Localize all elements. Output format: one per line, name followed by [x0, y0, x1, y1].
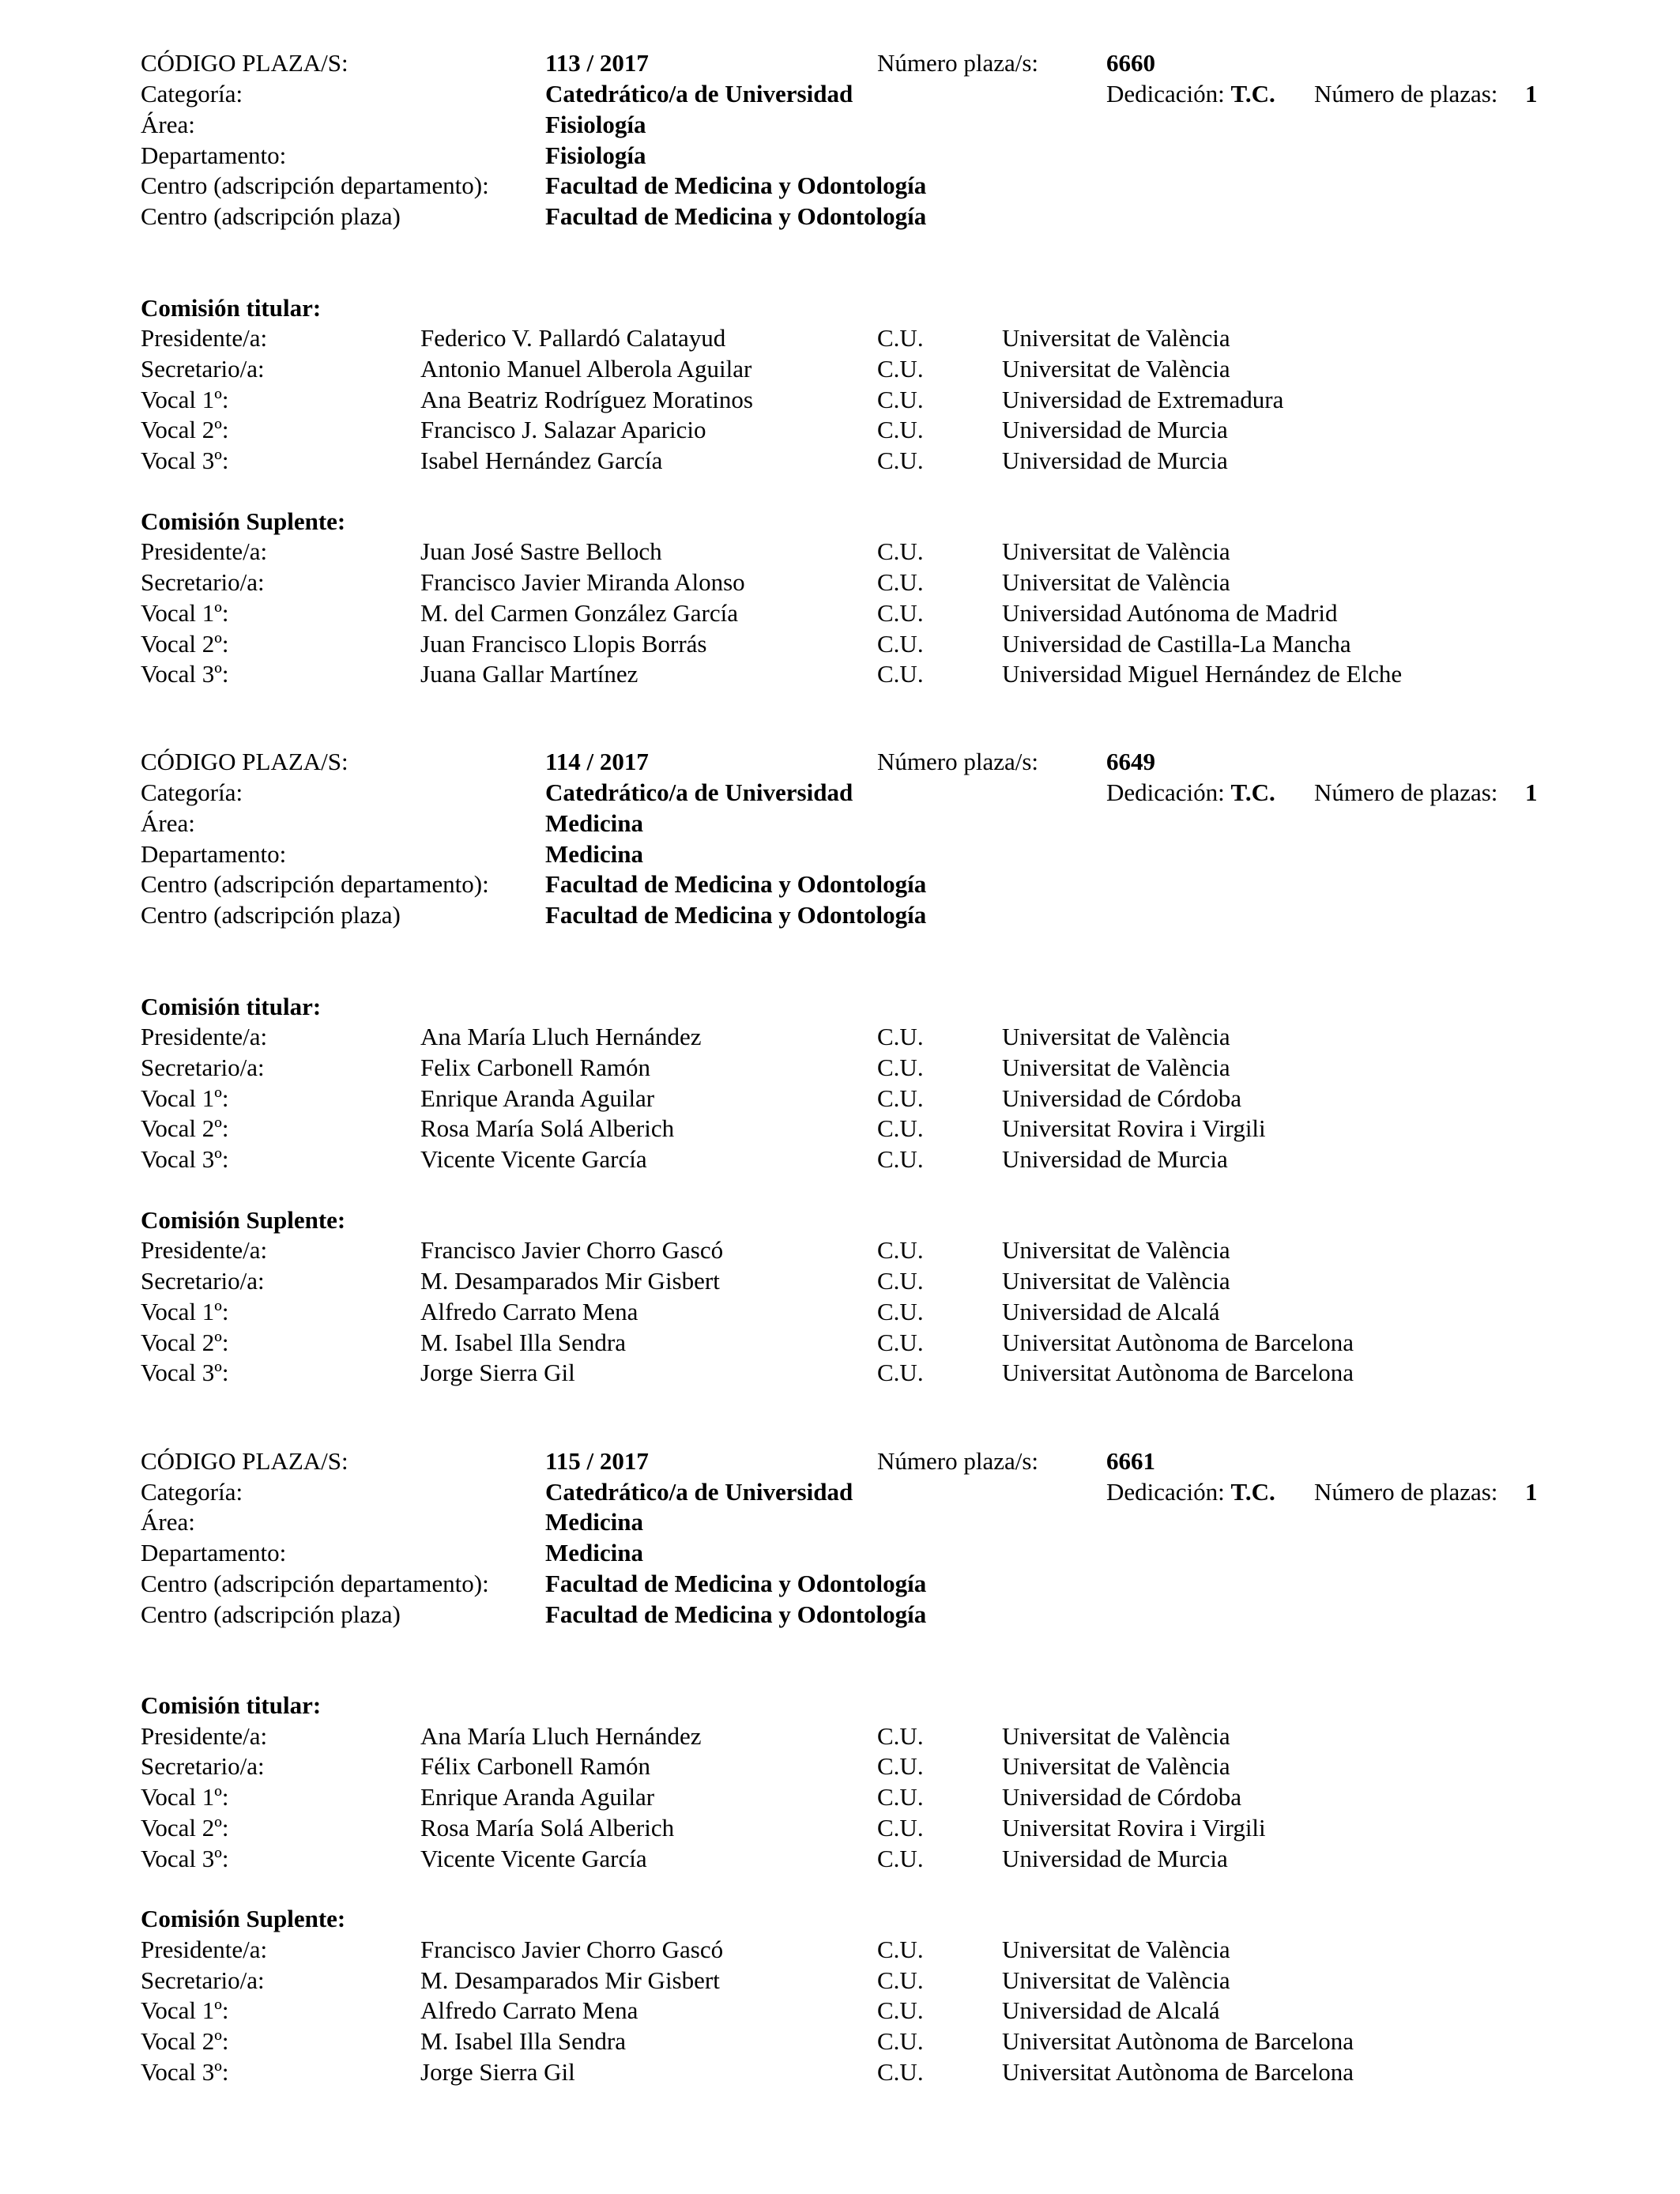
centro-departamento-row: [0, 170, 1680, 201]
member-name: Ana María Lluch Hernández: [420, 1023, 702, 1050]
area-row: [0, 808, 1680, 839]
codigo-row: [0, 1446, 1680, 1476]
member-name: Vicente Vicente García: [420, 1145, 647, 1173]
categoria-value: Catedrático/a de Universidad: [545, 778, 853, 806]
codigo-value: 114 / 2017: [545, 748, 649, 775]
numero-plazas-value: 1: [1525, 80, 1538, 107]
centro-plaza-label: Centro (adscripción plaza): [141, 901, 401, 929]
member-role: Vocal 3º:: [141, 447, 229, 474]
member-role: Vocal 1º:: [141, 386, 229, 413]
centro-departamento-row: [0, 1568, 1680, 1599]
member-category: C.U.: [877, 1054, 924, 1081]
member-row: [0, 658, 1680, 689]
member-category: C.U.: [877, 2058, 924, 2086]
member-row: [0, 567, 1680, 598]
member-row: [0, 628, 1680, 659]
member-category: C.U.: [877, 630, 924, 658]
member-university: Universidad Miguel Hernández de Elche: [1002, 660, 1403, 688]
member-role: Vocal 3º:: [141, 1359, 229, 1386]
member-name: Ana María Lluch Hernández: [420, 1722, 702, 1750]
member-university: Universidad de Extremadura: [1002, 386, 1284, 413]
member-university: Universidad de Murcia: [1002, 447, 1228, 474]
centro-plaza-label: Centro (adscripción plaza): [141, 1600, 401, 1628]
area-row: [0, 109, 1680, 140]
centro-departamento-label: Centro (adscripción departamento):: [141, 1570, 489, 1597]
member-role: Vocal 1º:: [141, 1996, 229, 2024]
member-category: C.U.: [877, 1114, 924, 1142]
area-value: Medicina: [545, 1508, 643, 1536]
member-role: Vocal 3º:: [141, 2058, 229, 2086]
numero-plaza-value: 6660: [1106, 49, 1155, 77]
member-name: Rosa María Solá Alberich: [420, 1814, 675, 1842]
member-row: [0, 1052, 1680, 1083]
dedicacion-value: T.C.: [1230, 1478, 1275, 1506]
member-university: Universitat de València: [1002, 1023, 1230, 1050]
member-category: C.U.: [877, 1752, 924, 1780]
dedicacion-label: Dedicación:: [1106, 778, 1225, 806]
member-name: Vicente Vicente García: [420, 1845, 647, 1872]
member-role: Secretario/a:: [141, 1752, 265, 1780]
departamento-label: Departamento:: [141, 1539, 287, 1566]
member-name: Alfredo Carrato Mena: [420, 1298, 638, 1325]
departamento-label: Departamento:: [141, 840, 287, 868]
comision-titular-heading: [0, 991, 1680, 1022]
departamento-row: [0, 1537, 1680, 1568]
centro-plaza-row: [0, 899, 1680, 930]
member-university: Universidad de Murcia: [1002, 416, 1228, 443]
member-row: [0, 322, 1680, 353]
member-name: Enrique Aranda Aguilar: [420, 1084, 655, 1112]
comision-titular-heading: [0, 1690, 1680, 1721]
member-name: Jorge Sierra Gil: [420, 2058, 575, 2086]
member-name: Enrique Aranda Aguilar: [420, 1783, 655, 1811]
member-role: Vocal 2º:: [141, 630, 229, 658]
member-name: M. Isabel Illa Sendra: [420, 2027, 626, 2055]
member-row: [0, 2026, 1680, 2056]
numero-plaza-label: Número plaza/s:: [877, 1447, 1039, 1475]
member-name: Antonio Manuel Alberola Aguilar: [420, 355, 752, 383]
member-name: Federico V. Pallardó Calatayud: [420, 324, 726, 352]
member-role: Vocal 3º:: [141, 660, 229, 688]
member-name: Isabel Hernández García: [420, 447, 663, 474]
member-university: Universitat de València: [1002, 1966, 1230, 1994]
comision-titular-label: Comisión titular:: [141, 294, 322, 322]
member-row: [0, 1843, 1680, 1874]
member-name: Juan Francisco Llopis Borrás: [420, 630, 707, 658]
dedicacion-field: [1106, 1476, 1275, 1507]
departamento-value: Medicina: [545, 1539, 643, 1566]
area-label: Área:: [141, 1508, 195, 1536]
member-row: [0, 1144, 1680, 1174]
member-row: [0, 2056, 1680, 2087]
member-category: C.U.: [877, 2027, 924, 2055]
member-name: Rosa María Solá Alberich: [420, 1114, 675, 1142]
comision-suplente-label: Comisión Suplente:: [141, 507, 346, 535]
member-university: Universitat Autònoma de Barcelona: [1002, 2058, 1354, 2086]
member-name: Juana Gallar Martínez: [420, 660, 638, 688]
member-row: [0, 1751, 1680, 1781]
member-row: [0, 1995, 1680, 2026]
member-role: Vocal 2º:: [141, 416, 229, 443]
member-name: Alfredo Carrato Mena: [420, 1996, 638, 2024]
member-role: Vocal 1º:: [141, 1084, 229, 1112]
area-value: Medicina: [545, 809, 643, 837]
centro-departamento-label: Centro (adscripción departamento):: [141, 172, 489, 199]
member-university: Universitat de València: [1002, 1267, 1230, 1295]
member-university: Universidad de Murcia: [1002, 1145, 1228, 1173]
centro-departamento-value: Facultad de Medicina y Odontología: [545, 1570, 927, 1597]
member-university: Universitat Rovira i Virgili: [1002, 1814, 1266, 1842]
member-row: [0, 1021, 1680, 1052]
member-role: Vocal 2º:: [141, 1329, 229, 1356]
dedicacion-field: [1106, 78, 1275, 109]
departamento-value: Medicina: [545, 840, 643, 868]
dedicacion-value: T.C.: [1230, 778, 1275, 806]
member-university: Universitat de València: [1002, 1936, 1230, 1963]
member-role: Presidente/a:: [141, 1936, 268, 1963]
member-category: C.U.: [877, 1845, 924, 1872]
centro-departamento-value: Facultad de Medicina y Odontología: [545, 172, 927, 199]
member-role: Secretario/a:: [141, 568, 265, 596]
centro-plaza-value: Facultad de Medicina y Odontología: [545, 202, 927, 230]
numero-plaza-label: Número plaza/s:: [877, 49, 1039, 77]
member-row: [0, 1296, 1680, 1327]
dedicacion-label: Dedicación:: [1106, 80, 1225, 107]
member-row: [0, 414, 1680, 445]
member-university: Universitat Rovira i Virgili: [1002, 1114, 1266, 1142]
area-value: Fisiología: [545, 111, 646, 138]
member-university: Universitat Autònoma de Barcelona: [1002, 1359, 1354, 1386]
numero-plaza-label: Número plaza/s:: [877, 748, 1039, 775]
categoria-row: [0, 1476, 1680, 1507]
departamento-value: Fisiología: [545, 141, 646, 169]
member-university: Universidad de Córdoba: [1002, 1783, 1242, 1811]
dedicacion-label: Dedicación:: [1106, 1478, 1225, 1506]
numero-plazas-label: Número de plazas:: [1314, 80, 1498, 107]
codigo-value: 113 / 2017: [545, 49, 649, 77]
member-category: C.U.: [877, 599, 924, 627]
member-row: [0, 1812, 1680, 1843]
member-row: [0, 1083, 1680, 1114]
numero-plazas-label: Número de plazas:: [1314, 1478, 1498, 1506]
member-category: C.U.: [877, 1936, 924, 1963]
member-category: C.U.: [877, 1267, 924, 1295]
comision-suplente-label: Comisión Suplente:: [141, 1206, 346, 1234]
codigo-label: CÓDIGO PLAZA/S:: [141, 1447, 348, 1475]
comision-titular-label: Comisión titular:: [141, 1691, 322, 1719]
member-university: Universitat de València: [1002, 324, 1230, 352]
numero-plazas-value: 1: [1525, 778, 1538, 806]
member-role: Secretario/a:: [141, 355, 265, 383]
centro-plaza-value: Facultad de Medicina y Odontología: [545, 1600, 927, 1628]
member-category: C.U.: [877, 416, 924, 443]
area-label: Área:: [141, 111, 195, 138]
member-category: C.U.: [877, 447, 924, 474]
member-university: Universidad de Murcia: [1002, 1845, 1228, 1872]
member-role: Secretario/a:: [141, 1054, 265, 1081]
member-name: M. Isabel Illa Sendra: [420, 1329, 626, 1356]
member-role: Vocal 2º:: [141, 1114, 229, 1142]
member-row: [0, 445, 1680, 476]
member-university: Universidad de Castilla-La Mancha: [1002, 630, 1351, 658]
member-name: M. Desamparados Mir Gisbert: [420, 1267, 720, 1295]
centro-departamento-row: [0, 869, 1680, 899]
member-row: [0, 353, 1680, 384]
member-category: C.U.: [877, 1329, 924, 1356]
member-category: C.U.: [877, 1966, 924, 1994]
member-name: Francisco Javier Miranda Alonso: [420, 568, 745, 596]
member-category: C.U.: [877, 355, 924, 383]
centro-plaza-row: [0, 201, 1680, 232]
member-name: Félix Carbonell Ramón: [420, 1752, 651, 1780]
member-category: C.U.: [877, 660, 924, 688]
area-label: Área:: [141, 809, 195, 837]
member-university: Universitat de València: [1002, 537, 1230, 565]
numero-plaza-value: 6661: [1106, 1447, 1155, 1475]
member-role: Vocal 3º:: [141, 1845, 229, 1872]
codigo-label: CÓDIGO PLAZA/S:: [141, 49, 348, 77]
member-university: Universitat de València: [1002, 1054, 1230, 1081]
categoria-value: Catedrático/a de Universidad: [545, 1478, 853, 1506]
member-role: Vocal 1º:: [141, 1783, 229, 1811]
numero-plazas-label: Número de plazas:: [1314, 778, 1498, 806]
member-role: Presidente/a:: [141, 537, 268, 565]
centro-plaza-label: Centro (adscripción plaza): [141, 202, 401, 230]
centro-plaza-value: Facultad de Medicina y Odontología: [545, 901, 927, 929]
member-role: Secretario/a:: [141, 1267, 265, 1295]
categoria-value: Catedrático/a de Universidad: [545, 80, 853, 107]
member-university: Universitat Autònoma de Barcelona: [1002, 1329, 1354, 1356]
member-category: C.U.: [877, 324, 924, 352]
comision-suplente-heading: [0, 1903, 1680, 1934]
member-row: [0, 536, 1680, 567]
member-category: C.U.: [877, 1783, 924, 1811]
categoria-label: Categoría:: [141, 1478, 243, 1506]
codigo-row: [0, 746, 1680, 777]
member-category: C.U.: [877, 1023, 924, 1050]
member-role: Secretario/a:: [141, 1966, 265, 1994]
member-name: Francisco J. Salazar Aparicio: [420, 416, 706, 443]
member-row: [0, 1965, 1680, 1996]
member-name: Francisco Javier Chorro Gascó: [420, 1236, 724, 1264]
member-name: Juan José Sastre Belloch: [420, 537, 662, 565]
numero-plazas-value: 1: [1525, 1478, 1538, 1506]
member-category: C.U.: [877, 1359, 924, 1386]
member-university: Universidad de Alcalá: [1002, 1996, 1220, 2024]
departamento-label: Departamento:: [141, 141, 287, 169]
member-role: Vocal 2º:: [141, 2027, 229, 2055]
member-role: Vocal 3º:: [141, 1145, 229, 1173]
area-row: [0, 1506, 1680, 1537]
member-role: Vocal 1º:: [141, 1298, 229, 1325]
dedicacion-value: T.C.: [1230, 80, 1275, 107]
member-row: [0, 1721, 1680, 1751]
member-role: Presidente/a:: [141, 324, 268, 352]
member-row: [0, 1113, 1680, 1144]
categoria-row: [0, 777, 1680, 808]
departamento-row: [0, 839, 1680, 869]
member-row: [0, 1357, 1680, 1388]
codigo-value: 115 / 2017: [545, 1447, 649, 1475]
member-university: Universidad Autónoma de Madrid: [1002, 599, 1338, 627]
member-category: C.U.: [877, 568, 924, 596]
member-row: [0, 1327, 1680, 1358]
member-row: [0, 598, 1680, 628]
member-university: Universitat de València: [1002, 355, 1230, 383]
member-role: Presidente/a:: [141, 1023, 268, 1050]
member-name: Felix Carbonell Ramón: [420, 1054, 651, 1081]
member-name: M. Desamparados Mir Gisbert: [420, 1966, 720, 1994]
comision-suplente-heading: [0, 506, 1680, 537]
member-category: C.U.: [877, 1996, 924, 2024]
member-row: [0, 1235, 1680, 1265]
centro-departamento-label: Centro (adscripción departamento):: [141, 870, 489, 898]
member-row: [0, 1781, 1680, 1812]
member-category: C.U.: [877, 386, 924, 413]
member-role: Presidente/a:: [141, 1236, 268, 1264]
member-name: Ana Beatriz Rodríguez Moratinos: [420, 386, 753, 413]
member-university: Universitat de València: [1002, 1236, 1230, 1264]
member-row: [0, 1934, 1680, 1965]
member-university: Universitat de València: [1002, 1722, 1230, 1750]
comision-titular-label: Comisión titular:: [141, 993, 322, 1020]
member-university: Universitat Autònoma de Barcelona: [1002, 2027, 1354, 2055]
member-university: Universidad de Córdoba: [1002, 1084, 1242, 1112]
categoria-label: Categoría:: [141, 80, 243, 107]
member-role: Vocal 1º:: [141, 599, 229, 627]
member-name: M. del Carmen González García: [420, 599, 738, 627]
categoria-row: [0, 78, 1680, 109]
member-category: C.U.: [877, 1814, 924, 1842]
dedicacion-field: [1106, 777, 1275, 808]
member-category: C.U.: [877, 537, 924, 565]
member-category: C.U.: [877, 1236, 924, 1264]
member-role: Presidente/a:: [141, 1722, 268, 1750]
member-category: C.U.: [877, 1722, 924, 1750]
member-row: [0, 1265, 1680, 1296]
member-role: Vocal 2º:: [141, 1814, 229, 1842]
member-category: C.U.: [877, 1145, 924, 1173]
comision-suplente-label: Comisión Suplente:: [141, 1905, 346, 1932]
member-category: C.U.: [877, 1084, 924, 1112]
numero-plaza-value: 6649: [1106, 748, 1155, 775]
member-name: Francisco Javier Chorro Gascó: [420, 1936, 724, 1963]
codigo-label: CÓDIGO PLAZA/S:: [141, 748, 348, 775]
centro-plaza-row: [0, 1599, 1680, 1630]
member-category: C.U.: [877, 1298, 924, 1325]
member-university: Universitat de València: [1002, 1752, 1230, 1780]
member-row: [0, 384, 1680, 415]
codigo-row: [0, 47, 1680, 78]
centro-departamento-value: Facultad de Medicina y Odontología: [545, 870, 927, 898]
comision-suplente-heading: [0, 1204, 1680, 1235]
comision-titular-heading: [0, 292, 1680, 323]
departamento-row: [0, 140, 1680, 171]
member-name: Jorge Sierra Gil: [420, 1359, 575, 1386]
member-university: Universidad de Alcalá: [1002, 1298, 1220, 1325]
categoria-label: Categoría:: [141, 778, 243, 806]
member-university: Universitat de València: [1002, 568, 1230, 596]
